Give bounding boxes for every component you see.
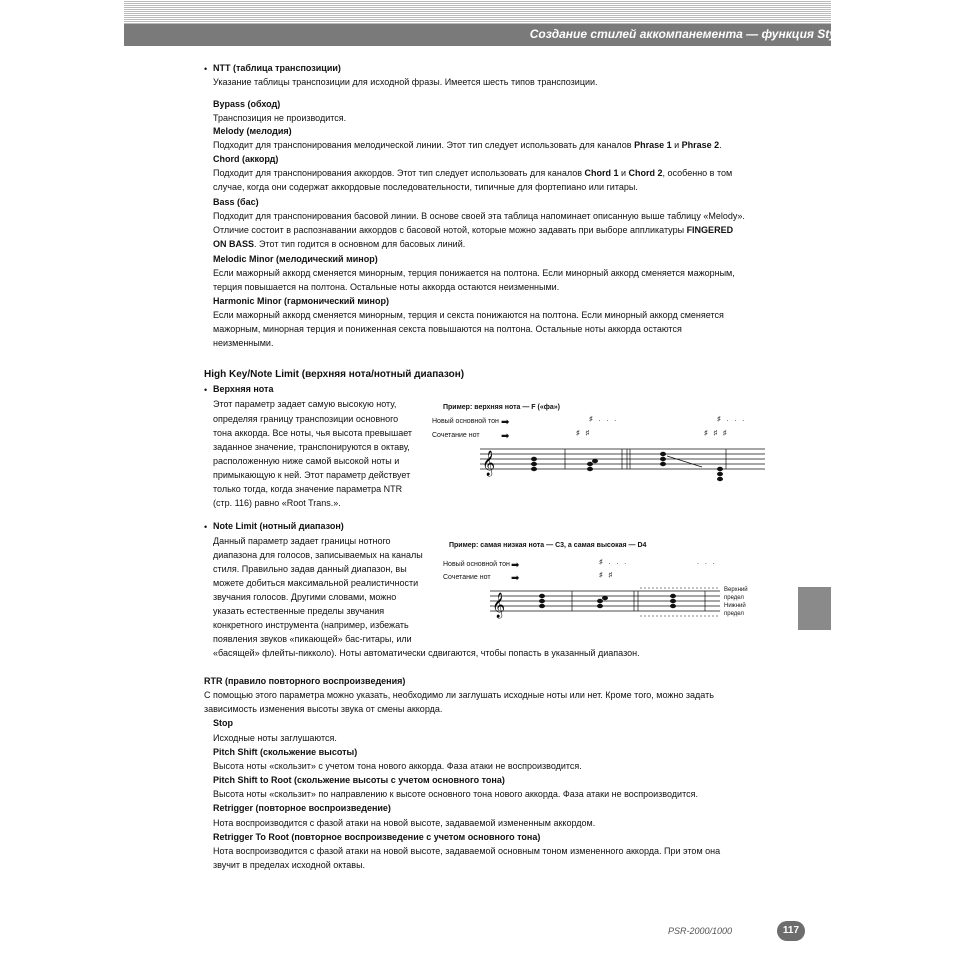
example2-notes-label: Сочетание нот [443,574,491,581]
rtr-text-2: зависимость изменения высоты звука от смены аккорда. [204,704,443,714]
footer-model: PSR-2000/1000 [668,926,733,936]
chord-symbol-marks: ♯ . . . [717,416,747,423]
note-limit-line-3: стиля. Правильно задав данный диапазон, вы [213,564,407,574]
svg-text:𝄞: 𝄞 [492,593,506,618]
example2-caption: Пример: самая низкая нота — C3, а самая высокая — D4 [449,542,647,549]
melodic-minor-text-1: Если мажорный аккорд сменяется минорным, терция понижается на полтона. Если минорный аккорд сменяется мажорным, [213,268,735,278]
melodic-minor-heading: Melodic Minor (мелодический минор) [213,254,378,264]
top-note-line-8: (стр. 116) равно «Root Trans.». [213,498,341,508]
chord-symbol-marks: ♯ ♯ [576,430,591,437]
top-note-line-5: расположенную ниже самой высокой ноты и [213,456,400,466]
bypass-heading: Bypass (обход) [213,99,281,109]
page-number: 117 [777,921,805,941]
top-note-heading: Верхняя нота [213,384,274,394]
example1-notes-label: Сочетание нот [432,432,480,439]
retrigger-root-text-2: звучит в пределах исходной октавы. [213,860,366,870]
bullet: • [204,522,208,532]
ntt-desc: Указание таблицы транспозиции для исходной фразы. Имеется шесть типов транспозиции. [213,77,598,87]
note-limit-line-7: конкретного инструмента (например, избежать [213,620,409,630]
example2-new-root-label: Новый основной тон [443,561,510,568]
pitch-shift-heading: Pitch Shift (скольжение высоты) [213,747,358,757]
arrow-right-icon: ➡ [501,417,510,428]
example1-caption: Пример: верхняя нота — F («фа») [443,404,560,411]
bypass-text: Транспозиция не производится. [213,113,347,123]
note-limit-heading: Note Limit (нотный диапазон) [213,521,344,531]
bass-heading: Bass (бас) [213,197,259,207]
bullet: • [204,385,208,395]
top-note-line-7: только тогда, когда значение параметра NTR [213,484,403,494]
note-limit-line-6: указать естественные пределы звучания [213,606,385,616]
note-limit-line-2: диапазона для голосов, записываемых на каналы [213,550,423,560]
melody-text: Подходит для транспонирования мелодической линии. Этот тип следует использовать для каналов Phrase 1 и Phrase 2. [213,140,722,150]
highkey-title: High Key/Note Limit (верхняя нота/нотный диапазон) [204,369,465,380]
pitch-shift-text: Высота ноты «скользит» с учетом тона нового аккорда. Фаза атаки не воспроизводится. [213,761,582,771]
chord-text: Подходит для транспонирования аккордов. Этот тип следует использовать для каналов Chord 1 и Chord 2, особенно в том [213,168,733,178]
side-tab-marker [798,587,831,630]
harmonic-minor-text-2: мажорным, минорная терция и пониженная секста повышаются на полтона. Остальные ноты аккорда остаются [213,324,682,334]
top-note-line-3: тона аккорда. Все ноты, чья высота превышает [213,428,413,438]
chord-text-2: случае, когда они содержат аккордовые последовательности, типичные для фортепиано или гитары. [213,182,638,192]
svg-text:𝄞: 𝄞 [482,451,496,476]
rtr-title: RTR (правило повторного воспроизведения) [204,676,406,686]
arrow-right-icon: ➡ [501,431,510,442]
note-limit-line-4: можете добиться максимальной реалистичности [213,578,419,588]
note-limit-line-8: появления звуков «пикающей» бас-гитары, или [213,634,412,644]
music-staff-example-2 [490,585,722,621]
top-note-line-1: Этот параметр задает самую высокую ноту, [213,399,397,409]
lower-limit-label: Нижний предел [724,603,746,617]
header-rule-lines [124,0,831,24]
top-note-line-4: заданное значение, транспонируются в октаву, [213,442,410,452]
bass-text-2: Отличие состоит в распознавании аккордов с басовой нотой, которые можно задавать при выборе аппликатуры FINGERED [213,225,734,235]
upper-limit-label: Верхний предел [724,587,748,601]
retrigger-heading: Retrigger (повторное воспроизведение) [213,803,391,813]
harmonic-minor-text-3: неизменными. [213,338,274,348]
note-limit-last-line: «басящей» флейты-пикколо). Ноты автоматически сдвигаются, чтобы попасть в указанный диапазон. [213,648,640,658]
note-limit-line-1: Данный параметр задает границы нотного [213,536,391,546]
bass-text-1: Подходит для транспонирования басовой линии. В основе своей эта таблица напоминает описанную выше таблицу «Melody». [213,211,745,221]
chord-symbol-marks: ♯ ♯ [599,572,614,579]
melodic-minor-text-2: терция повышается на полтона. Остальные ноты аккорда остаются неизменными. [213,282,560,292]
harmonic-minor-heading: Harmonic Minor (гармонический минор) [213,296,389,306]
harmonic-minor-text-1: Если мажорный аккорд сменяется минорным, терция и секста понижаются на полтона. Если минорный аккорд сменяется [213,310,724,320]
header-title: Создание стилей аккомпанемента — функция Style Creator [529,27,892,41]
example1-new-root-label: Новый основной тон [432,418,499,425]
top-note-line-2: определяя границу транспозиции основного [213,414,399,424]
chord-symbol-marks: ♯ . . . [599,559,629,566]
bullet: • [204,64,208,74]
rtr-text-1: С помощью этого параметра можно указать, необходимо ли заглушать исходные ноты или нет. Кроме того, можно задать [204,690,714,700]
stop-heading: Stop [213,718,233,728]
chord-heading: Chord (аккорд) [213,154,279,164]
retrigger-root-text-1: Нота воспроизводится с фазой атаки на новой высоте, задаваемой основным тоном измененного аккорда. При этом она [213,846,721,856]
music-staff-example-1 [480,443,770,488]
pitch-shift-root-text: Высота ноты «скользит» по направлению к высоте основного тона нового аккорда. Фаза атаки не воспроизводится. [213,789,698,799]
arrow-right-icon: ➡ [511,560,520,571]
arrow-right-icon: ➡ [511,573,520,584]
ntt-title: NTT (таблица транспозиции) [213,63,341,73]
retrigger-text: Нота воспроизводится с фазой атаки на новой высоте, задаваемой измененным аккордом. [213,818,596,828]
pitch-shift-root-heading: Pitch Shift to Root (скольжение высоты с учетом основного тона) [213,775,505,785]
bass-text-3: ON BASS. Этот тип годится в основном для басовых линий. [213,239,466,249]
melody-heading: Melody (мелодия) [213,126,292,136]
top-note-line-6: примыкающую к ней. Этот параметр действует [213,470,411,480]
stop-text: Исходные ноты заглушаются. [213,733,337,743]
note-limit-line-5: звучания голосов. Другими словами, можно [213,592,397,602]
chord-symbol-marks: . . . [697,559,717,566]
chord-symbol-marks: ♯ ♯ ♯ [704,430,729,437]
retrigger-root-heading: Retrigger To Root (повторное воспроизведение с учетом основного тона) [213,832,541,842]
chord-symbol-marks: ♯ . . . [589,416,619,423]
